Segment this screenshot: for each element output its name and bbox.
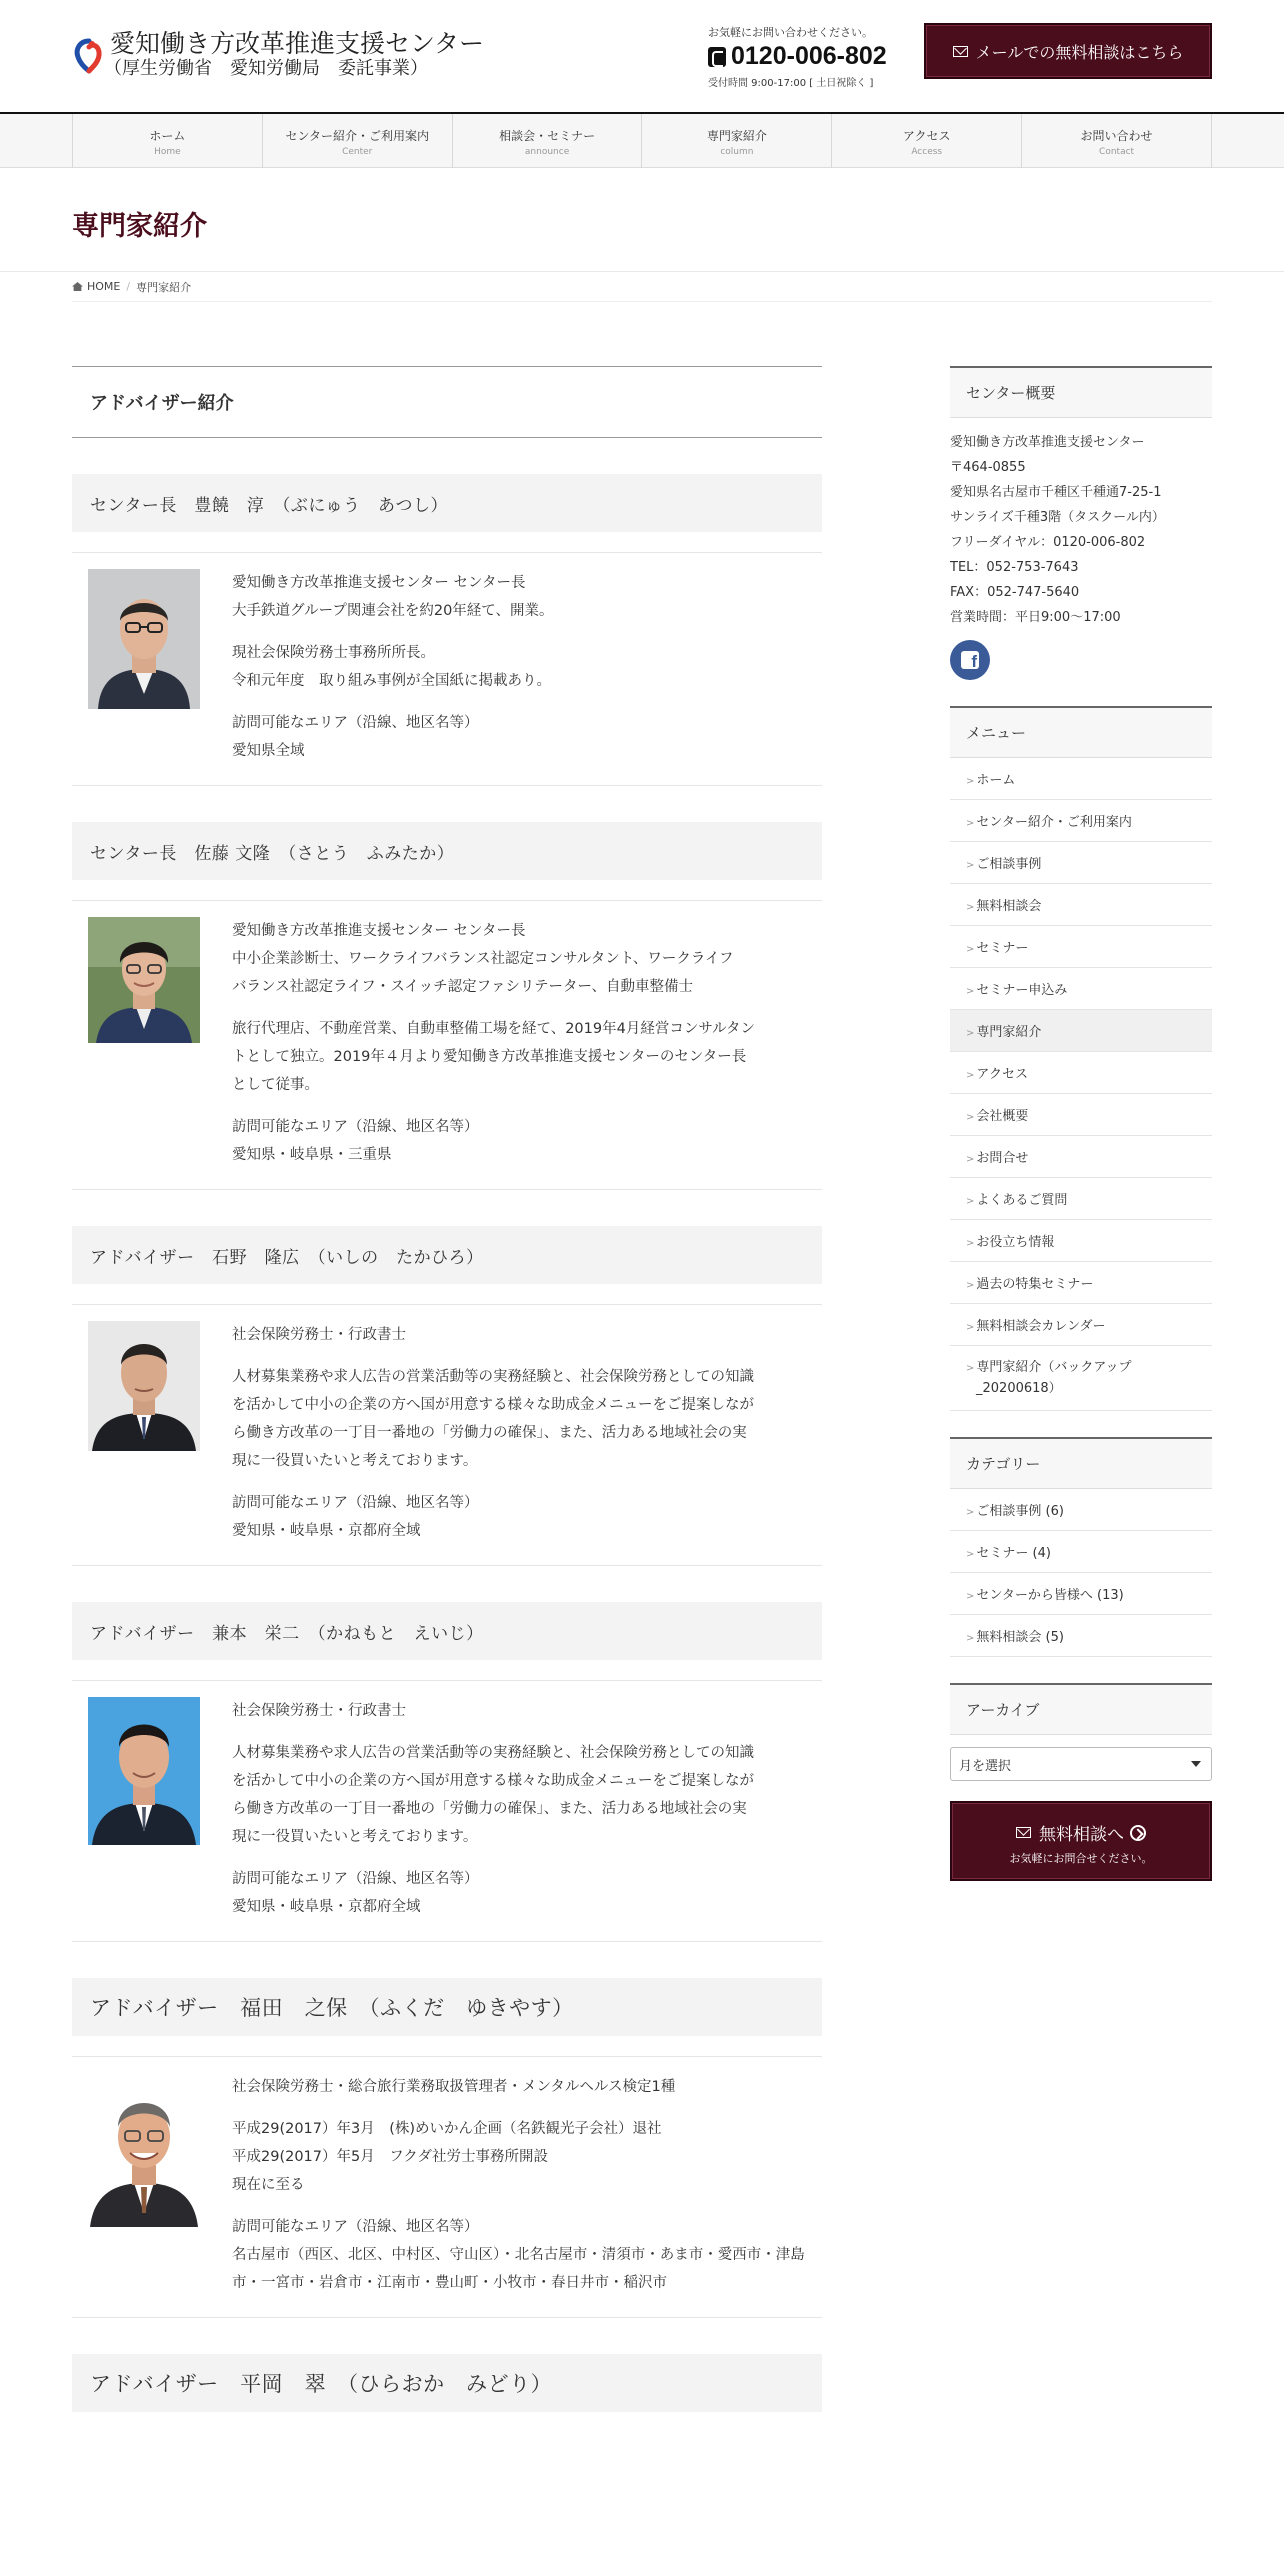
chevron-right-icon: > bbox=[966, 1238, 975, 1249]
bio-line: バランス社認定ライフ・スイッチ認定ファシリテーター、自動車整備士 bbox=[232, 979, 693, 995]
menu-label: 専門家紹介 bbox=[976, 1025, 1042, 1040]
menu-label: 過去の特集セミナー bbox=[976, 1277, 1094, 1292]
facebook-logo bbox=[961, 651, 979, 669]
person-heading: アドバイザー 兼本 栄二 （かねもと えいじ） bbox=[72, 1602, 822, 1660]
menu-label: アクセス bbox=[976, 1067, 1029, 1082]
category-item[interactable] bbox=[950, 1531, 1212, 1573]
archive-month-select[interactable] bbox=[950, 1747, 1212, 1781]
chevron-right-icon: > bbox=[966, 1322, 975, 1333]
page-title: 専門家紹介 bbox=[72, 211, 207, 242]
chevron-down-icon bbox=[1191, 1761, 1201, 1767]
global-nav bbox=[0, 112, 1284, 168]
sidebar-heading: メニュー bbox=[950, 706, 1212, 758]
sidebar-heading: アーカイブ bbox=[950, 1683, 1212, 1735]
chevron-right-icon: > bbox=[966, 1591, 975, 1602]
nav-item-announce[interactable] bbox=[453, 114, 643, 168]
sidebar-menu bbox=[950, 706, 1212, 1411]
bio-paragraph bbox=[232, 569, 810, 625]
visit-area-label: 訪問可能なエリア（沿線、地区名等） bbox=[232, 715, 479, 731]
chevron-right-icon: > bbox=[966, 860, 975, 871]
chevron-right-icon: > bbox=[966, 1196, 975, 1207]
menu-label: 会社概要 bbox=[976, 1109, 1029, 1124]
person-photo bbox=[88, 1697, 200, 1921]
person-heading: アドバイザー 福田 之保 （ふくだ ゆきやす） bbox=[72, 1978, 822, 2036]
menu-label: 無料相談会カレンダー bbox=[976, 1319, 1106, 1334]
logo-title: 愛知働き方改革推進支援センター bbox=[110, 29, 485, 58]
visit-area bbox=[232, 709, 810, 765]
site-header bbox=[72, 0, 1212, 112]
bio-line: 現社会保険労務士事務所所長。 bbox=[232, 645, 435, 661]
chevron-right-icon: > bbox=[966, 1028, 975, 1039]
bio-line: 平成29(2017）年3月 (株)めいかん企画（名鉄観光子会社）退社 bbox=[232, 2121, 662, 2137]
nav-sublabel: Home bbox=[154, 147, 181, 157]
menu-item-faq[interactable] bbox=[950, 1178, 1212, 1220]
nav-item-home[interactable] bbox=[73, 114, 263, 168]
sidebar-archive bbox=[950, 1683, 1212, 1881]
overview-line: TEL：052-753-7643 bbox=[950, 560, 1079, 575]
free-consult-label: 無料相談へ bbox=[1039, 1825, 1124, 1845]
menu-item-center[interactable] bbox=[950, 800, 1212, 842]
envelope-icon bbox=[953, 46, 968, 57]
bio-paragraph bbox=[232, 1363, 810, 1475]
visit-area-value: 愛知県全域 bbox=[232, 743, 305, 759]
section-heading: アドバイザー紹介 bbox=[72, 366, 822, 438]
tel-number-text: 0120-006-802 bbox=[731, 42, 887, 70]
person-photo bbox=[88, 2073, 200, 2297]
bio-line: 現に一役買いたいと考えております。 bbox=[232, 1829, 478, 1845]
bio-line: 社会保険労務士・総合旅行業務取扱管理者・メンタルヘルス検定1種 bbox=[232, 2079, 676, 2095]
menu-item-access[interactable] bbox=[950, 1052, 1212, 1094]
bio-line: 社会保険労務士・行政書士 bbox=[232, 1703, 406, 1719]
free-consult-sublabel: お気軽にお問合せください。 bbox=[1009, 1852, 1153, 1865]
bio-line: を活かして中小の企業の方へ国が用意する様々な助成金メニューをご提案しなが bbox=[232, 1397, 754, 1413]
nav-label: センター紹介・ご利用案内 bbox=[285, 129, 429, 143]
person-card bbox=[72, 2056, 822, 2318]
bio-line: 大手鉄道グループ関連会社を約20年経て、開業。 bbox=[232, 603, 554, 619]
phone-icon bbox=[708, 47, 726, 67]
chevron-right-icon: > bbox=[966, 1549, 975, 1560]
tel-number[interactable] bbox=[708, 42, 887, 71]
person-card bbox=[72, 900, 822, 1190]
sidebar-overview bbox=[950, 366, 1212, 680]
chevron-right-icon: > bbox=[966, 944, 975, 955]
chevron-right-icon: > bbox=[966, 902, 975, 913]
person-card bbox=[72, 552, 822, 786]
menu-item-past-seminars[interactable] bbox=[950, 1262, 1212, 1304]
logo-subtitle: （厚生労働省 愛知労働局 委託事業） bbox=[104, 57, 428, 79]
nav-sublabel: announce bbox=[524, 147, 570, 157]
person-card bbox=[72, 1680, 822, 1942]
bio-paragraph bbox=[232, 917, 810, 1001]
visit-area-label: 訪問可能なエリア（沿線、地区名等） bbox=[232, 1871, 479, 1887]
bio-line: 中小企業診断士、ワークライフバランス社認定コンサルタント、ワークライフ bbox=[232, 951, 734, 967]
menu-label: セミナー bbox=[976, 941, 1029, 956]
category-label: 無料相談会 (5) bbox=[976, 1630, 1064, 1645]
nav-sublabel: column bbox=[720, 147, 754, 157]
menu-item-experts[interactable] bbox=[950, 1010, 1212, 1052]
sidebar bbox=[950, 366, 1212, 2412]
overview-line: 愛知働き方改革推進支援センター bbox=[950, 435, 1145, 450]
overview-line: 愛知県名古屋市千種区千種通7-25-1 bbox=[950, 485, 1162, 500]
archive-select-value: 月を選択 bbox=[959, 1758, 1012, 1774]
menu-label: セミナー申込み bbox=[976, 983, 1068, 998]
sidebar-categories bbox=[950, 1437, 1212, 1657]
bio-line: ら働き方改革の一丁目一番地の「労働力の確保」、また、活力ある地域社会の実 bbox=[232, 1425, 747, 1441]
chevron-right-icon: > bbox=[966, 776, 975, 787]
bio-line: 愛知働き方改革推進支援センター センター長 bbox=[232, 923, 526, 939]
sidebar-heading: カテゴリー bbox=[950, 1437, 1212, 1489]
person-heading: センター長 豊饒 淳 （ぶにゅう あつし） bbox=[72, 474, 822, 532]
page-title-band bbox=[0, 168, 1284, 272]
menu-label: ホーム bbox=[976, 773, 1016, 788]
bio-line: 令和元年度 取り組み事例が全国紙に掲載あり。 bbox=[232, 673, 551, 689]
menu-item-home[interactable] bbox=[950, 758, 1212, 800]
menu-label: _20200618） bbox=[976, 1381, 1062, 1396]
bio-line: を活かして中小の企業の方へ国が用意する様々な助成金メニューをご提案しなが bbox=[232, 1773, 754, 1789]
bio-paragraph bbox=[232, 639, 810, 695]
bio-paragraph bbox=[232, 1321, 810, 1349]
chevron-right-icon: > bbox=[966, 1280, 975, 1291]
person-heading: センター長 佐藤 文隆 （さとう ふみたか） bbox=[72, 822, 822, 880]
person-heading: アドバイザー 平岡 翠 （ひらおか みどり） bbox=[72, 2354, 822, 2412]
visit-area-value: 愛知県・岐阜県・京都府全域 bbox=[232, 1899, 421, 1915]
bio-line: 人材募集業務や求人広告の営業活動等の実務経験と、社会保険労務としての知識 bbox=[232, 1369, 754, 1385]
nav-sublabel: Access bbox=[911, 147, 943, 157]
nav-label: ホーム bbox=[149, 129, 186, 143]
chevron-right-icon: > bbox=[966, 1070, 975, 1081]
nav-item-experts[interactable] bbox=[642, 114, 832, 168]
visit-area-label: 訪問可能なエリア（沿線、地区名等） bbox=[232, 2219, 479, 2235]
visit-area-label: 訪問可能なエリア（沿線、地区名等） bbox=[232, 1119, 479, 1135]
person-photo bbox=[88, 569, 200, 765]
contact-phone-box bbox=[708, 24, 887, 89]
nav-sublabel: Contact bbox=[1099, 147, 1135, 157]
overview-line: サンライズ千種3階（タスクール内） bbox=[950, 510, 1165, 525]
menu-label: センター紹介・ご利用案内 bbox=[976, 815, 1132, 830]
category-item[interactable] bbox=[950, 1615, 1212, 1657]
nav-label: お問い合わせ bbox=[1080, 129, 1153, 143]
site-logo[interactable] bbox=[72, 30, 484, 79]
visit-area-value: 愛知県・岐阜県・三重県 bbox=[232, 1147, 392, 1163]
visit-area bbox=[232, 1489, 810, 1545]
menu-item-seminar-apply[interactable] bbox=[950, 968, 1212, 1010]
tel-hours: 受付時間 9:00-17:00 [ 土日祝除く ] bbox=[708, 78, 874, 89]
menu-label: ご相談事例 bbox=[976, 857, 1042, 872]
bio-line: 愛知働き方改革推進支援センター センター長 bbox=[232, 575, 526, 591]
nav-label: 専門家紹介 bbox=[706, 129, 767, 143]
menu-label: 専門家紹介（バックアップ bbox=[976, 1360, 1132, 1375]
visit-area bbox=[232, 1113, 810, 1169]
menu-item-useful-info[interactable] bbox=[950, 1220, 1212, 1262]
person-photo bbox=[88, 917, 200, 1169]
bio-paragraph bbox=[232, 1739, 810, 1851]
sidebar-heading: センター概要 bbox=[950, 366, 1212, 418]
bio-line: 人材募集業務や求人広告の営業活動等の実務経験と、社会保険労務としての知識 bbox=[232, 1745, 754, 1761]
bio-line: として従事。 bbox=[232, 1077, 319, 1093]
mail-consult-button[interactable] bbox=[924, 23, 1212, 79]
chevron-right-icon: > bbox=[966, 1363, 975, 1374]
nav-label: 相談会・セミナー bbox=[499, 129, 596, 143]
bio-paragraph bbox=[232, 1015, 810, 1099]
bio-line: 平成29(2017）年5月 フクダ社労士事務所開設 bbox=[232, 2149, 549, 2165]
nav-label: アクセス bbox=[902, 129, 951, 143]
menu-item-seminar[interactable] bbox=[950, 926, 1212, 968]
person-bio bbox=[232, 1697, 822, 1921]
overview-line: FAX：052-747-5640 bbox=[950, 585, 1080, 600]
menu-label: お問合せ bbox=[976, 1151, 1029, 1166]
category-label: センターから皆様へ (13) bbox=[976, 1588, 1124, 1603]
person-heading: アドバイザー 石野 隆広 （いしの たかひろ） bbox=[72, 1226, 822, 1284]
main-column bbox=[72, 366, 822, 2412]
menu-item-inquiry[interactable] bbox=[950, 1136, 1212, 1178]
nav-item-contact[interactable] bbox=[1022, 114, 1212, 168]
home-icon bbox=[72, 282, 83, 291]
menu-item-free-consult[interactable] bbox=[950, 884, 1212, 926]
overview-line: 〒464-0855 bbox=[950, 460, 1026, 475]
overview-line: 営業時間：平日9:00～17:00 bbox=[950, 610, 1121, 625]
person-bio bbox=[232, 1321, 822, 1545]
menu-item-cases[interactable] bbox=[950, 842, 1212, 884]
envelope-icon bbox=[1016, 1827, 1031, 1838]
bio-line: 旅行代理店、不動産営業、自動車整備工場を経て、2019年4月経営コンサルタン bbox=[232, 1021, 756, 1037]
breadcrumb-current: 専門家紹介 bbox=[136, 280, 192, 294]
person-bio bbox=[232, 917, 822, 1169]
bio-line: 社会保険労務士・行政書士 bbox=[232, 1327, 406, 1343]
chevron-right-icon: > bbox=[966, 1633, 975, 1644]
arrow-circle-right-icon bbox=[1130, 1825, 1146, 1841]
breadcrumb-separator: / bbox=[126, 280, 131, 293]
free-consult-button[interactable] bbox=[950, 1801, 1212, 1881]
chevron-right-icon: > bbox=[966, 818, 975, 829]
visit-area bbox=[232, 2213, 810, 2297]
content-area bbox=[72, 302, 1212, 2412]
menu-item-company[interactable] bbox=[950, 1094, 1212, 1136]
nav-sublabel: Center bbox=[342, 147, 373, 157]
overview-line: フリーダイヤル：0120-006-802 bbox=[950, 535, 1146, 550]
chevron-right-icon: > bbox=[966, 1154, 975, 1165]
bio-paragraph bbox=[232, 2115, 810, 2199]
bio-line: 現在に至る bbox=[232, 2177, 305, 2193]
bio-line: トとして独立。2019年４月より愛知働き方改革推進支援センターのセンター長 bbox=[232, 1049, 747, 1065]
nav-item-access[interactable] bbox=[832, 114, 1022, 168]
breadcrumb-home[interactable]: HOME bbox=[87, 280, 121, 293]
category-item[interactable] bbox=[950, 1489, 1212, 1531]
bio-line: 現に一役買いたいと考えております。 bbox=[232, 1453, 478, 1469]
person-bio bbox=[232, 2073, 822, 2297]
visit-area-value: 愛知県・岐阜県・京都府全域 bbox=[232, 1523, 421, 1539]
breadcrumb bbox=[72, 272, 1212, 302]
chevron-right-icon: > bbox=[966, 1507, 975, 1518]
category-item[interactable] bbox=[950, 1573, 1212, 1615]
visit-area-value: 名古屋市（西区、北区、中村区、守山区）・北名古屋市・清須市・あま市・愛西市・津島市・一宮市・岩倉市・江南市・豊山町・小牧市・春日井市・稲沢市 bbox=[232, 2247, 805, 2291]
nav-item-center[interactable] bbox=[263, 114, 453, 168]
bio-line: ら働き方改革の一丁目一番地の「労働力の確保」、また、活力ある地域社会の実 bbox=[232, 1801, 747, 1817]
bio-paragraph bbox=[232, 1697, 810, 1725]
mail-consult-label: メールでの無料相談はこちら bbox=[975, 42, 1184, 62]
menu-label: 無料相談会 bbox=[976, 899, 1042, 914]
center-overview bbox=[950, 418, 1212, 630]
person-card bbox=[72, 1304, 822, 1566]
person-bio bbox=[232, 569, 822, 765]
category-label: セミナー (4) bbox=[976, 1546, 1051, 1561]
visit-area-label: 訪問可能なエリア（沿線、地区名等） bbox=[232, 1495, 479, 1511]
chevron-right-icon: > bbox=[966, 1112, 975, 1123]
category-label: ご相談事例 (6) bbox=[976, 1504, 1064, 1519]
bio-paragraph bbox=[232, 2073, 810, 2101]
menu-item-experts-backup[interactable] bbox=[950, 1346, 1212, 1411]
person-photo bbox=[88, 1321, 200, 1545]
tel-note: お気軽にお問い合わせください。 bbox=[708, 26, 873, 39]
menu-item-consult-calendar[interactable] bbox=[950, 1304, 1212, 1346]
chevron-right-icon: > bbox=[966, 986, 975, 997]
logo-mark-icon bbox=[72, 35, 106, 75]
facebook-icon[interactable] bbox=[950, 640, 990, 680]
menu-label: よくあるご質問 bbox=[976, 1193, 1068, 1208]
menu-label: お役立ち情報 bbox=[976, 1235, 1055, 1250]
visit-area bbox=[232, 1865, 810, 1921]
